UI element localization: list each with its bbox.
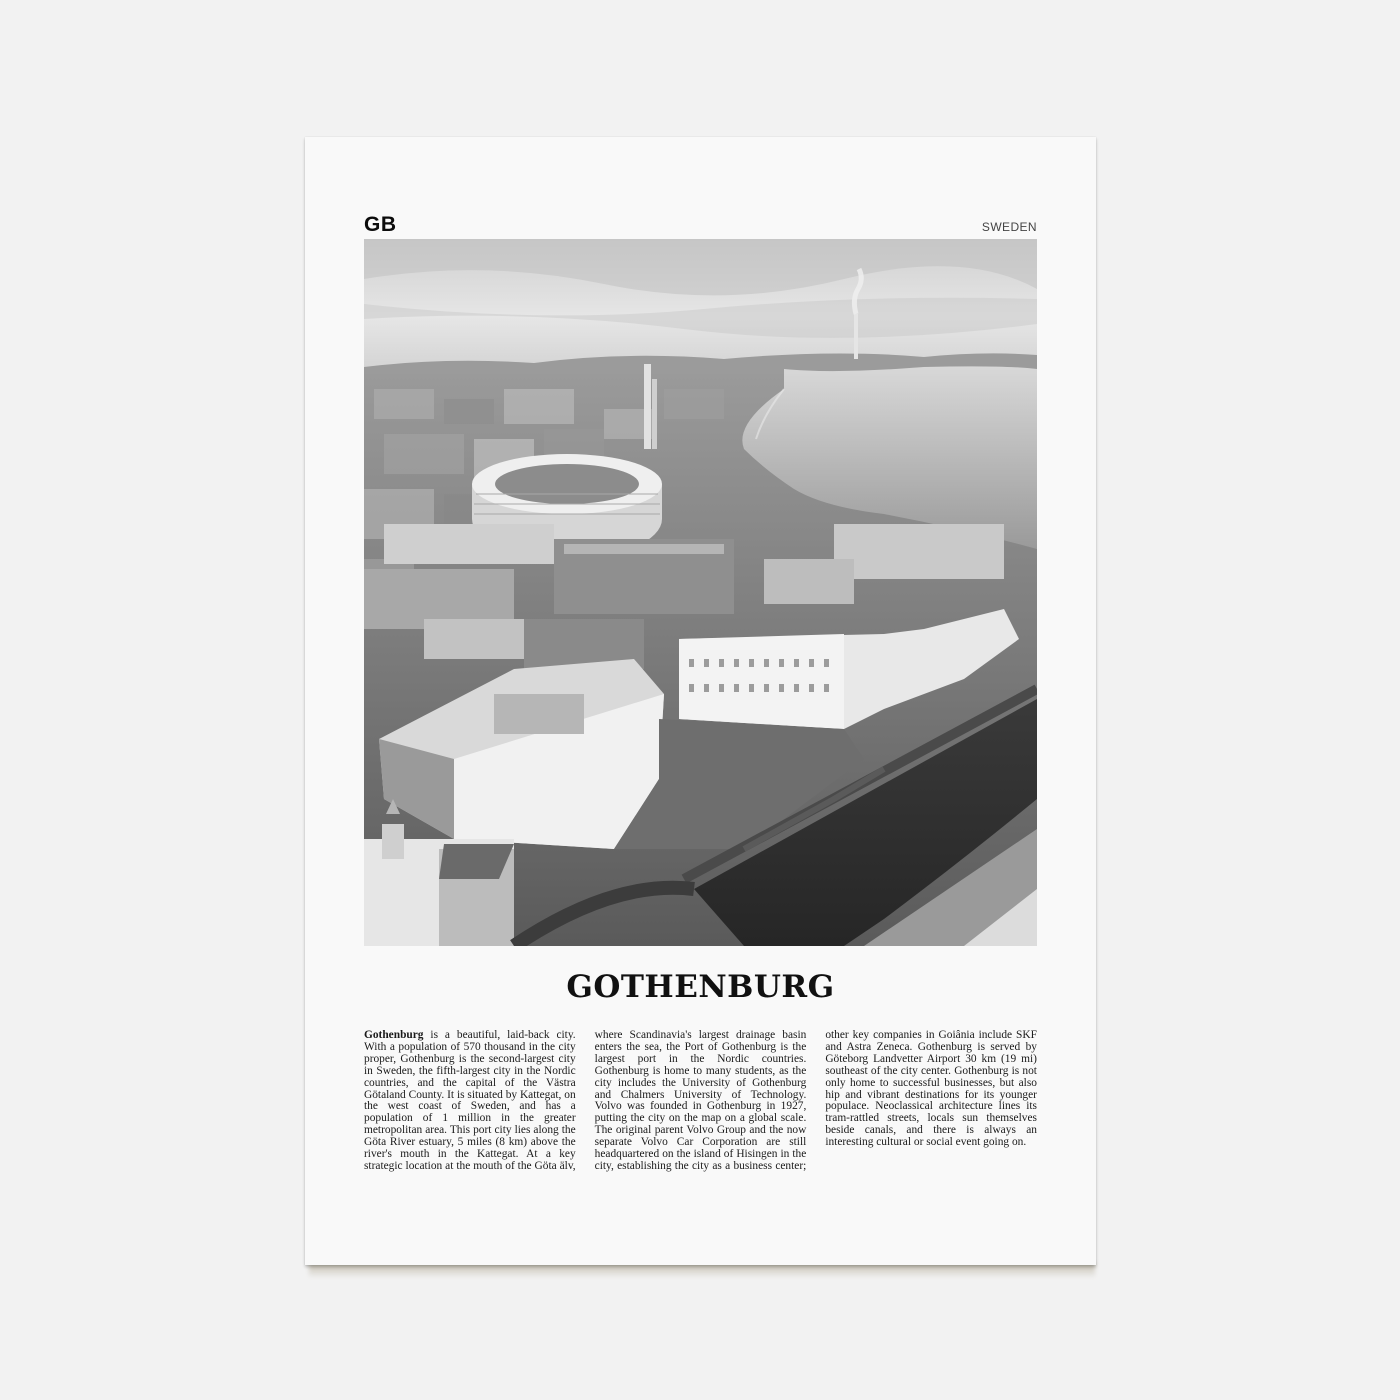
office-block xyxy=(384,524,554,564)
description-lead: Gothenburg xyxy=(364,1029,424,1041)
country-name: SWEDEN xyxy=(981,220,1037,234)
poster xyxy=(305,137,1096,1265)
city-aerial-illustration xyxy=(364,239,1037,946)
country-code: GB xyxy=(364,213,397,236)
city-title: GOTHENBURG xyxy=(566,969,835,1005)
description-text: is a beautiful, laid-back city. With a population of 570 thousand in the city proper, Gothenburg is the second-largest city in Sweden, the fifth-largest city in the Nordic countries, and the capital of the Västra Götaland County. It is situated by Kattegat, on the west coast of Sweden, and has a population of 1 million in the greater metropolitan area. This port city lies along the Göta River estuary, 5 miles (8 km) above the river's mouth in the Kattegat. At a key strategic location at the mouth of the Göta älv, where Scandinavia's largest drainage basin enters the sea, the Port of Gothenburg is the largest port in the Nordic countries. Gothenburg is home to many students, as the city includes the University of Gothenburg and Chalmers University of Technology. Volvo was founded in Gothenburg in 1927, putting the city on the map on a global scale. The original parent Volvo Group and the now separate Volvo Car Corporation are still headquartered on the island of Hisingen in the city, establishing the city as a business center; other key companies in Goiânia include SKF and Astra Zeneca. Gothenburg is served by Göteborg Landvetter Airport 30 km (19 mi) southeast of the city center. Gothenburg is not only home to successful businesses, but also hip and vibrant destinations for its younger populace. Neoclassical architecture lines its tram-rattled streets, locals sun themselves beside canals, and there is always an interesting cultural or social event going on. xyxy=(364,1029,1037,1172)
city-description xyxy=(364,1030,1037,1190)
city-aerial-photo xyxy=(364,239,1037,946)
chimney xyxy=(644,364,651,449)
